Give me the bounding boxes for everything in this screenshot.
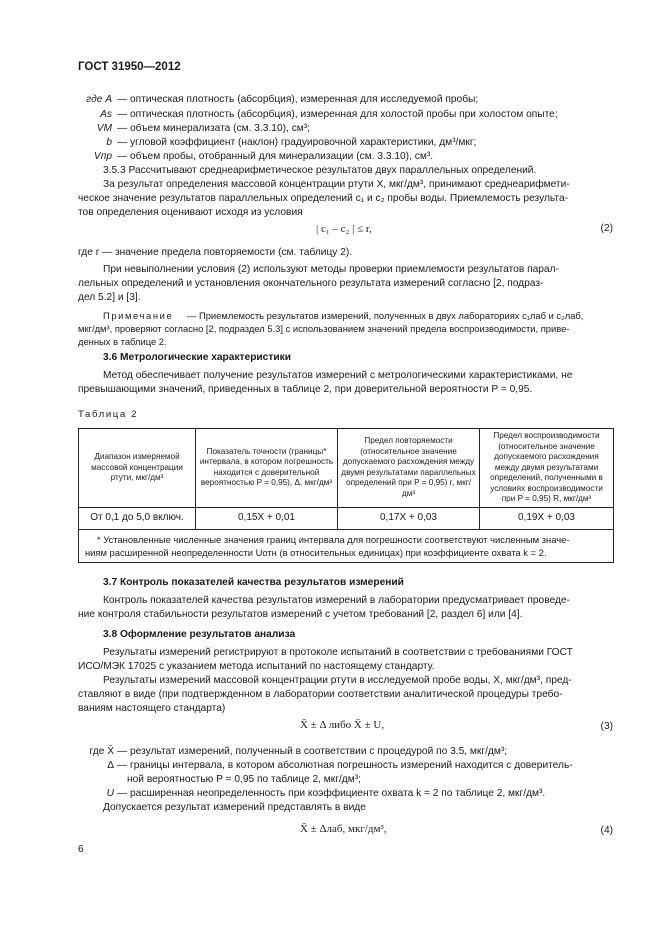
def-text: — границы интервала, в котором абсолютная погрешность измерений находится с доверитель- bbox=[117, 760, 573, 771]
formula-3: X̄ ± Δ либо X̄ ± U, bbox=[300, 719, 385, 731]
def-symbol: b bbox=[106, 137, 112, 148]
table-footnote bbox=[79, 529, 614, 562]
table-row bbox=[79, 507, 614, 529]
def-symbol: Δ bbox=[107, 760, 114, 771]
paragraph-line: ваниям настоящего стандарта) bbox=[78, 703, 226, 714]
table-cell: 0,17X + 0,03 bbox=[338, 507, 480, 529]
def-symbol: U bbox=[106, 788, 114, 799]
footnote-line: ниям расширенной неопределенности Uотн (в относительных единицах) при коэффициенте охвата k = 2. bbox=[85, 546, 547, 558]
formula-2-number: (2) bbox=[600, 223, 613, 234]
page-number: 6 bbox=[78, 844, 84, 855]
paragraph-line: ИСО/МЭК 17025 с указанием метода испытаний по настоящему стандарту. bbox=[78, 661, 435, 672]
paragraph-line: Метод обеспечивает получение результатов измерений с метрологическими характеристиками, не bbox=[103, 370, 573, 381]
paragraph-line: Результаты измерений массовой концентрации ртути в исследуемой пробе воды, X, мкг/дм³, пред- bbox=[103, 675, 572, 686]
paragraph-3-5-3: 3.5.3 Рассчитывают среднеарифметическое результатов двух параллельных определений. bbox=[103, 165, 537, 176]
section-3-6-title: 3.6 Метрологические характеристики bbox=[103, 352, 291, 363]
note-line: денных в таблице 2. bbox=[78, 336, 167, 347]
def-symbol: где A bbox=[86, 94, 112, 105]
document-code: ГОСТ 31950—2012 bbox=[78, 61, 181, 73]
table-header-row bbox=[79, 429, 614, 508]
table-cell: От 0,1 до 5,0 включ. bbox=[79, 507, 196, 529]
def-text: ной вероятностью P = 0,95 по таблице 2, мкг/дм³; bbox=[127, 774, 361, 785]
def-symbol: где X̄ bbox=[89, 746, 114, 757]
section-3-8-title: 3.8 Оформление результатов анализа bbox=[103, 629, 296, 640]
section-3-7-title: 3.7 Контроль показателей качества результатов измерений bbox=[103, 577, 404, 588]
paragraph-line: ставляют в виде (при подтвержденном в лаборатории соответствии аналитической процедуры требо- bbox=[78, 689, 563, 700]
formula-2: | c₁ – c₂ | ≤ r, bbox=[316, 223, 372, 235]
where-r: где r — значение предела повторяемости (см. таблицу 2). bbox=[78, 247, 353, 258]
def-text: — результат измерений, полученный в соответствии с процедурой по 3.5, мкг/дм³; bbox=[117, 746, 508, 757]
paragraph-line: Результаты измерений регистрируют в протоколе испытаний в соответствии с требованиями ГОСТ bbox=[103, 647, 573, 658]
table-header-cell: Предел повторяемости (относительное значение допускаемого расхождения между двумя результатами параллельных определений при P = 0,95) r, мкг/дм³ bbox=[338, 429, 480, 508]
table-cell: 0,15X + 0,01 bbox=[196, 507, 338, 529]
formula-3-number: (3) bbox=[600, 721, 613, 732]
table-cell: 0,19X + 0,03 bbox=[480, 507, 614, 529]
table-header-cell: Диапазон измеряемой массовой концентрации ртути, мкг/дм³ bbox=[79, 429, 196, 508]
def-text: — расширенная неопределенность при коэффициенте охвата k = 2 по таблице 2, мкг/дм³. bbox=[117, 788, 546, 799]
def-symbol: VM bbox=[96, 123, 112, 134]
formula-4-number: (4) bbox=[600, 825, 613, 836]
paragraph-line: Контроль показателей качества результатов измерений в лаборатории предусматривает проведе- bbox=[103, 595, 570, 606]
paragraph-line: Допускается результат измерений представлять в виде bbox=[103, 802, 366, 813]
def-symbol: Vпр bbox=[93, 151, 112, 162]
def-symbol: As bbox=[100, 109, 112, 120]
table-2 bbox=[78, 428, 614, 563]
def-text: — угловой коэффициент (наклон) градуировочной характеристики, дм³/мкг; bbox=[117, 137, 477, 148]
paragraph-line: При невыполнении условия (2) используют методы проверки приемлемости результатов парал- bbox=[103, 264, 559, 275]
def-text: — оптическая плотность (абсорбция), измеренная для холостой пробы при холостом опыте; bbox=[117, 109, 558, 120]
paragraph-line: За результат определения массовой концентрации ртути X, мкг/дм³, принимают среднеарифмети- bbox=[103, 179, 570, 190]
note-label: Примечание bbox=[103, 310, 174, 321]
paragraph-line: дел 5.2] и [3]. bbox=[78, 292, 141, 303]
paragraph-line: ческое значение результатов параллельных определений c₁ и c₂ пробы воды. Приемлемость результа- bbox=[78, 193, 569, 204]
def-text: — объем минерализата (см. 3.3.10), см³; bbox=[117, 123, 311, 134]
paragraph-line: тов определения оценивают исходя из условия bbox=[78, 207, 303, 218]
note-line: — Приемлемость результатов измерений, полученных в двух лабораториях c₁лаб и c₂лаб, bbox=[187, 310, 584, 321]
def-text: — объем пробы, отобранный для минерализации (см. 3.3.10), см³. bbox=[117, 151, 434, 162]
footnote-line: * Установленные численные значения границ интервала для погрешности соответствуют численным значе- bbox=[97, 533, 570, 545]
def-text: — оптическая плотность (абсорбция), измеренная для исследуемой пробы; bbox=[117, 94, 479, 105]
paragraph-line: ние контроля стабильности результатов измерений с учетом требований [2, раздел 6] или [4]. bbox=[78, 609, 523, 620]
formula-4: X̄ ± Δлаб, мкг/дм³, bbox=[300, 823, 387, 835]
table-header-cell: Показатель точности (границы* интервала, в котором погрешность находится с доверительной вероятностью P = 0,95), Δ, мкг/дм³ bbox=[196, 429, 338, 508]
table-header-cell: Предел воспроизводимости (относительное значение допускаемого расхождения между двумя результатами определений, полученными в условиях воспроизводимости при P = 0,95) R, мкг/дм³ bbox=[480, 429, 614, 508]
table-footnote-row bbox=[79, 529, 614, 562]
paragraph-line: лельных определений и установления окончательного результата измерений согласно [2, подраз- bbox=[78, 278, 544, 289]
note-line: мкг/дм³, проверяют согласно [2, подраздел 5.3] с использованием значений предела воспроизводимости, приве- bbox=[78, 323, 570, 334]
paragraph-line: превышающими значений, приведенных в таблице 2, при доверительной вероятности P = 0,95. bbox=[78, 384, 533, 395]
table-caption: Таблица 2 bbox=[78, 409, 139, 420]
